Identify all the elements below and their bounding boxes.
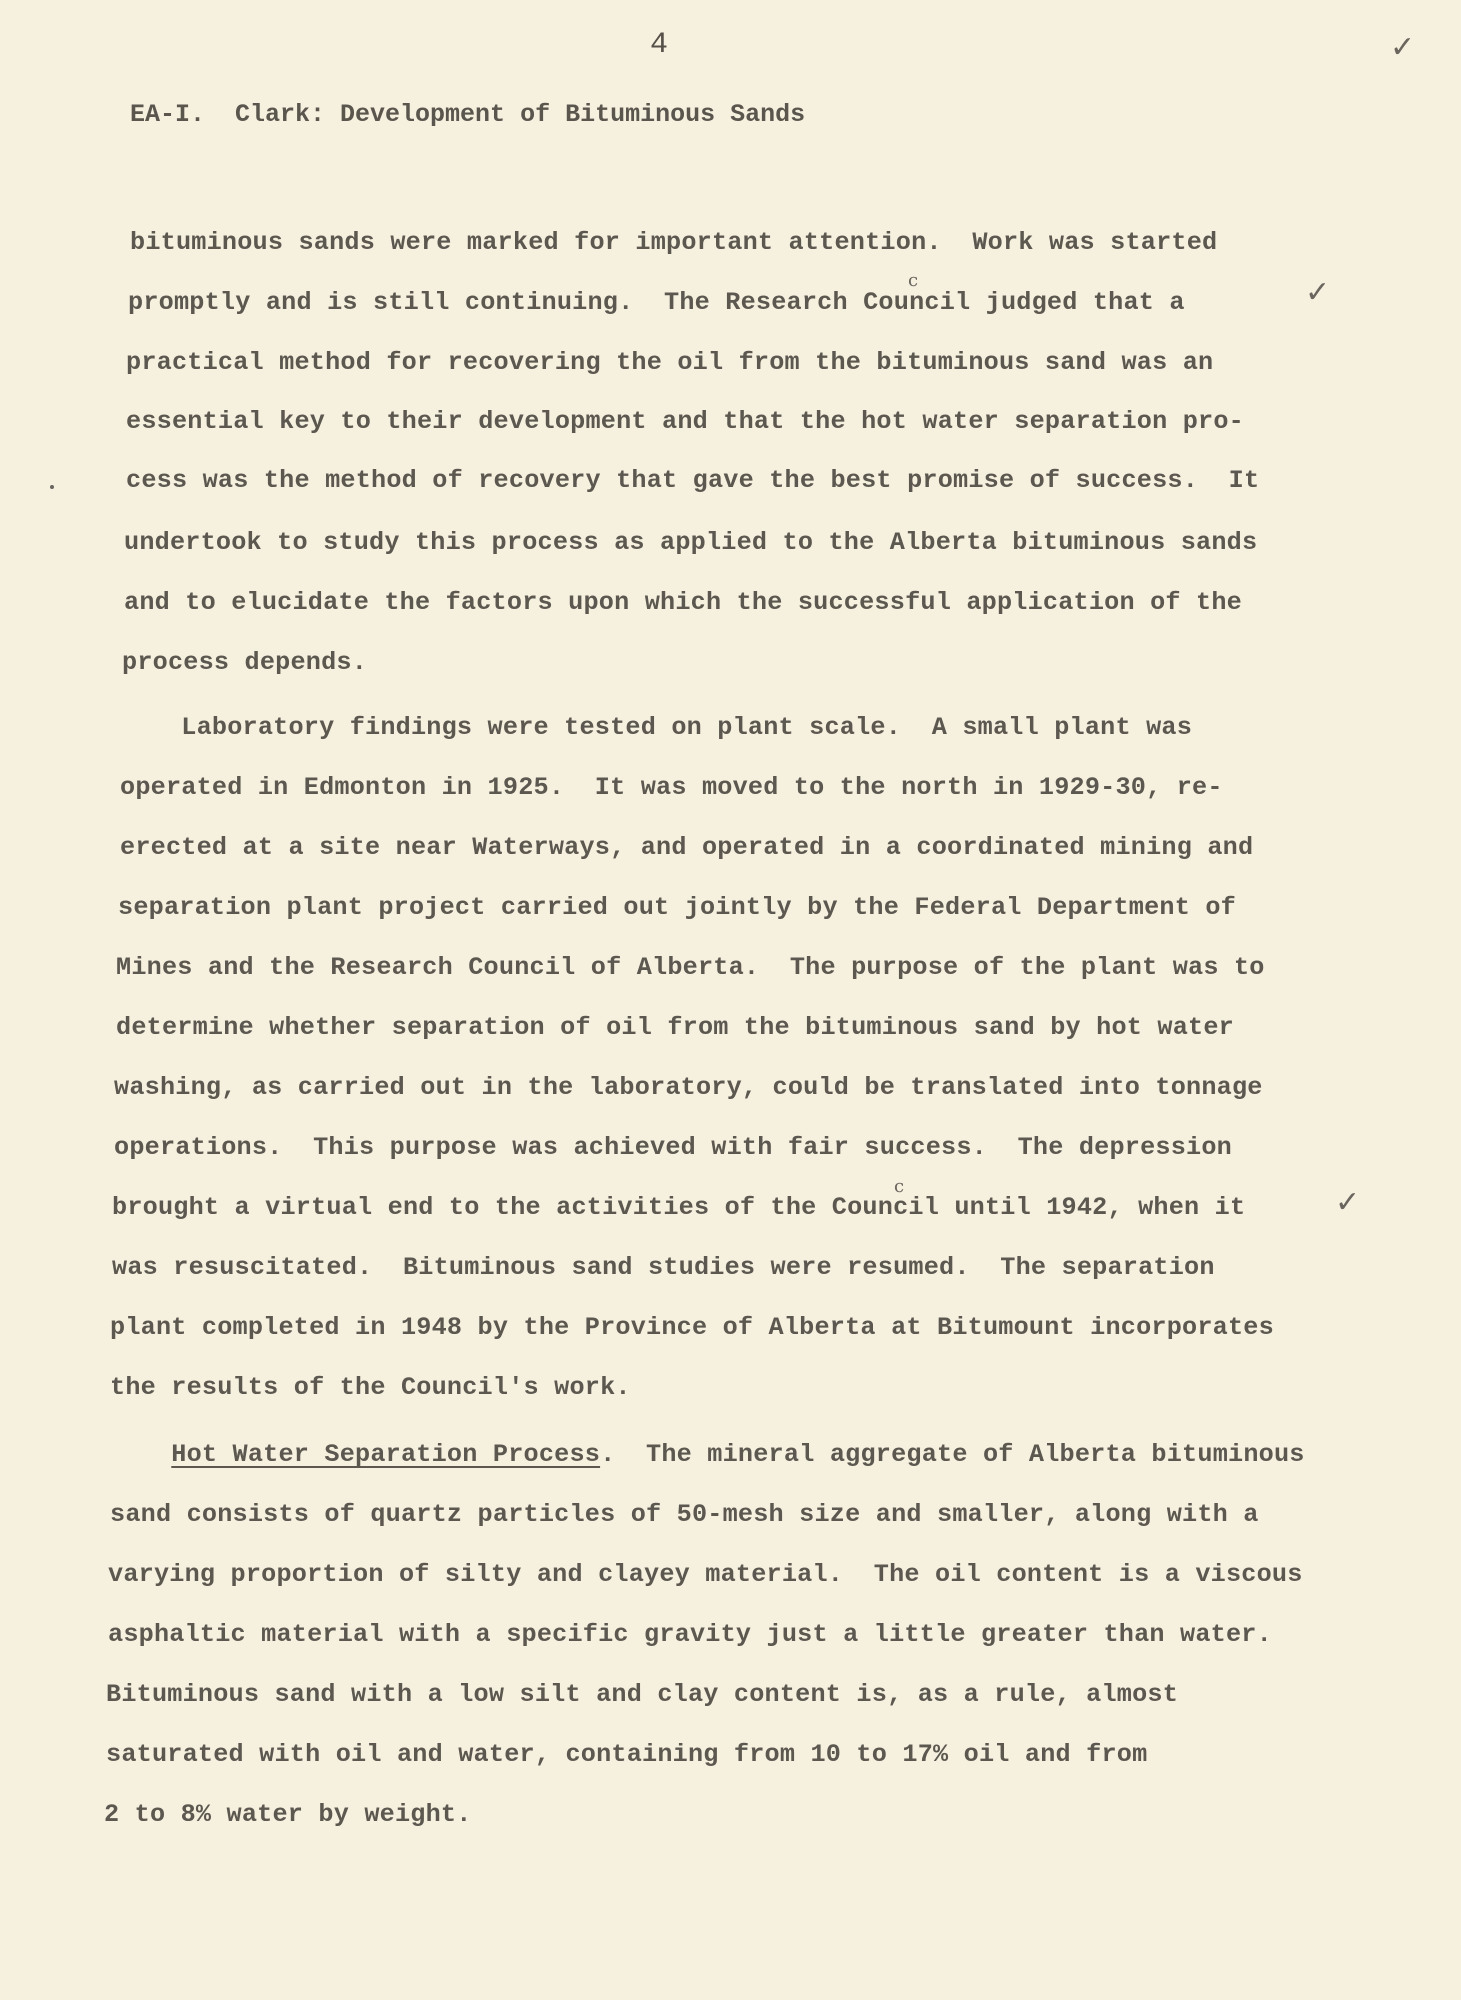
text-line: erected at a site near Waterways, and operated in a coordinated mining and xyxy=(120,833,1254,862)
text-line: and to elucidate the factors upon which the successful application of the xyxy=(124,588,1242,617)
text-line: Hot Water Separation Process. The mineral aggregate of Alberta bituminous xyxy=(171,1440,1305,1469)
text-line: Bituminous sand with a low silt and clay content is, as a rule, almost xyxy=(106,1680,1179,1709)
text-line: practical method for recovering the oil from the bituminous sand was an xyxy=(126,348,1214,377)
text-line: essential key to their development and that the hot water separation pro- xyxy=(126,407,1244,436)
text-line: the results of the Council's work. xyxy=(110,1373,631,1402)
page-header: EA-I. Clark: Development of Bituminous Sands xyxy=(130,100,806,129)
text-line: Laboratory findings were tested on plant scale. A small plant was xyxy=(120,713,1193,742)
margin-check-mark: ✓ xyxy=(1335,1185,1361,1220)
text-line: bituminous sands were marked for important attention. Work was started xyxy=(130,228,1218,257)
text-line: plant completed in 1948 by the Province of Alberta at Bitumount incorporates xyxy=(110,1313,1274,1342)
text-line: determine whether separation of oil from the bituminous sand by hot water xyxy=(116,1013,1234,1042)
text-line: cess was the method of recovery that gave the best promise of success. It xyxy=(126,466,1260,495)
handwritten-correction-mark: c xyxy=(908,270,919,291)
text-line: saturated with oil and water, containing from 10 to 17% oil and from xyxy=(106,1740,1148,1769)
text-line: asphaltic material with a specific gravity just a little greater than water. xyxy=(108,1620,1272,1649)
text-line: separation plant project carried out jointly by the Federal Department of xyxy=(118,893,1236,922)
text-line: process depends. xyxy=(122,648,368,677)
handwritten-correction-mark: c xyxy=(894,1176,905,1197)
section-heading: Hot Water Separation Process xyxy=(171,1440,601,1469)
text-line: sand consists of quartz particles of 50-mesh size and smaller, along with a xyxy=(110,1500,1259,1529)
text-line: varying proportion of silty and clayey material. The oil content is a viscous xyxy=(108,1560,1303,1589)
text-line: operated in Edmonton in 1925. It was moved to the north in 1929-30, re- xyxy=(120,773,1223,802)
text-line: operations. This purpose was achieved with fair success. The depression xyxy=(114,1133,1232,1162)
text-line: Mines and the Research Council of Alberta. The purpose of the plant was to xyxy=(116,953,1265,982)
text-line: was resuscitated. Bituminous sand studies were resumed. The separation xyxy=(112,1253,1215,1282)
text-line: undertook to study this process as applied to the Alberta bituminous sands xyxy=(124,528,1258,557)
page-number: 4 xyxy=(650,28,669,62)
text-line: 2 to 8% water by weight. xyxy=(104,1800,472,1829)
text-line: washing, as carried out in the laboratory, could be translated into tonnage xyxy=(114,1073,1263,1102)
text-line: promptly and is still continuing. The Research Council judged that a xyxy=(128,288,1185,317)
margin-check-mark: ✓ xyxy=(1390,30,1416,65)
text-line: brought a virtual end to the activities of the Council until 1942, when it xyxy=(112,1193,1246,1222)
margin-check-mark: ✓ xyxy=(1305,275,1331,310)
